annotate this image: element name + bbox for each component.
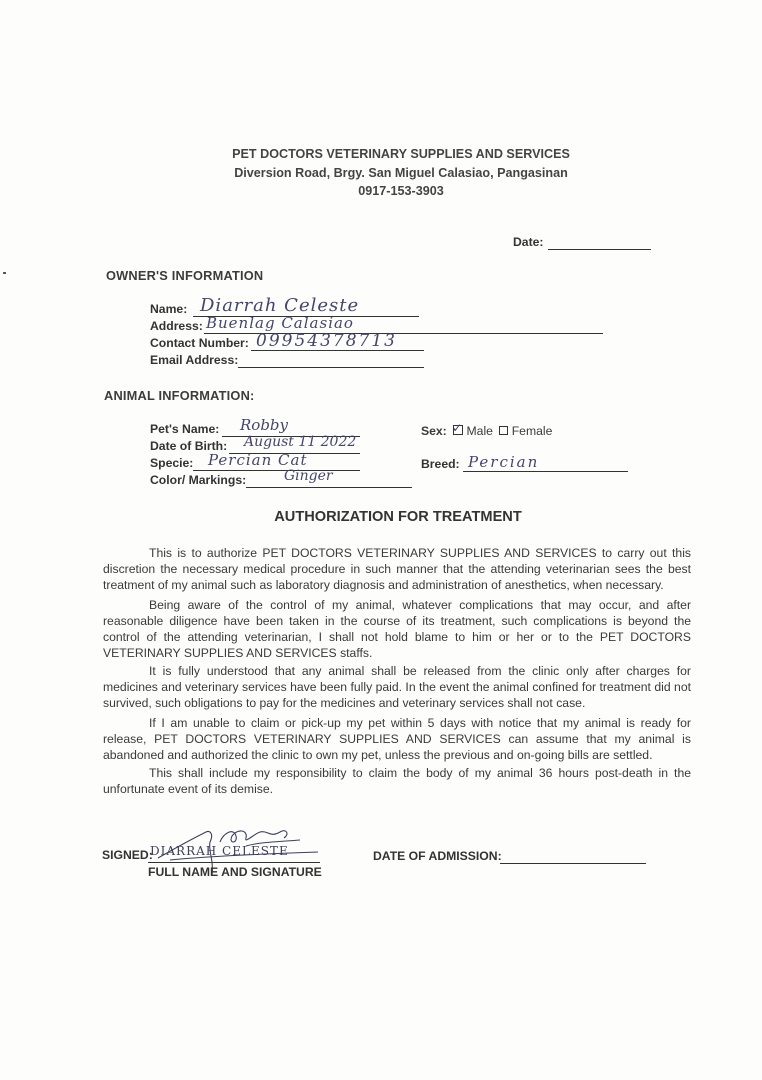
signed-label: SIGNED: [102, 848, 153, 862]
owner-email-label: Email Address: [150, 353, 239, 367]
authorization-title: AUTHORIZATION FOR TREATMENT [274, 509, 522, 525]
company-address: Diversion Road, Brgy. San Miguel Calasiao, Pangasinan [234, 166, 568, 180]
sex-male-label: Male [466, 424, 493, 438]
authorization-paragraph-1: This is to authorize PET DOCTORS VETERINARY SUPPLIES AND SERVICES to carry out this discretion the necessary medical procedure in such manner that the attending veterinarian sees the best treatment of my animal such as laboratory diagnosis and administration of anesthetics, when necessary. [103, 546, 691, 592]
sex-label: Sex: [421, 424, 447, 438]
edge-mark [3, 272, 6, 274]
check-mark-icon: ✓ [452, 421, 463, 435]
specie-line[interactable] [193, 470, 360, 471]
owner-section-title: OWNER'S INFORMATION [106, 268, 264, 283]
specie-value: Percian Cat [208, 451, 308, 469]
owner-email-line[interactable] [238, 367, 424, 368]
owner-name-label: Name: [150, 302, 188, 316]
authorization-paragraph-3: It is fully understood that any animal shall be released from the clinic only after charges for medicines and veterinary services have been fully paid. In the event the animal confined for treatment did not survived, such obligations to pay for the medicines and veterinary services shall not case. [103, 664, 691, 710]
authorization-paragraph-4: If I am unable to claim or pick-up my pet within 5 days with notice that my animal is ready for release, PET DOCTORS VETERINARY SUPPLIES AND SERVICES can assume that my animal is abandoned and authorized the clinic to own my pet, unless the previous and on-going bills are settled. [103, 716, 691, 762]
pet-name-value: Robby [240, 416, 289, 434]
owner-name-value: Diarrah Celeste [200, 295, 360, 316]
color-line[interactable] [246, 487, 412, 488]
company-phone: 0917-153-3903 [358, 184, 444, 198]
owner-contact-label: Contact Number: [150, 336, 249, 350]
company-name: PET DOCTORS VETERINARY SUPPLIES AND SERVICES [232, 147, 570, 161]
animal-section-title: ANIMAL INFORMATION: [104, 388, 255, 403]
pet-name-label: Pet's Name: [150, 422, 220, 436]
authorization-paragraph-5: This shall include my responsibility to claim the body of my animal 36 hours post-death in the unfortunate event of its demise. [103, 766, 691, 796]
dob-label: Date of Birth: [150, 439, 228, 453]
sex-female-checkbox[interactable] [499, 426, 508, 435]
sex-group [421, 421, 553, 438]
breed-label: Breed: [421, 457, 460, 471]
authorization-paragraph-2: Being aware of the control of my animal, whatever complications that may occur, and after reasonable diligence have been taken in the course of its treatment, such complications is beyond the control of the attending veterinarian, I shall not hold blame to him or her or to the PET DOCTORS VETERINARY SUPPLIES AND SERVICES staffs. [103, 598, 691, 660]
sex-female-label: Female [511, 424, 553, 438]
owner-address-value: Buenlag Calasiao [206, 314, 354, 332]
breed-line[interactable] [463, 471, 628, 472]
signed-name: DIARRAH CELESTE [150, 844, 289, 858]
date-field-line[interactable] [548, 249, 651, 250]
sex-male-checkbox[interactable] [452, 421, 463, 435]
owner-contact-value: 09954378713 [256, 331, 397, 351]
breed-value: Percian [468, 453, 540, 471]
date-label: Date: [513, 235, 544, 249]
dob-value: August 11 2022 [244, 434, 357, 450]
date-of-admission-line[interactable] [500, 863, 646, 864]
specie-label: Specie: [150, 456, 194, 470]
signature-line[interactable] [148, 862, 320, 863]
color-value: Ginger [284, 468, 333, 484]
date-of-admission-label: DATE OF ADMISSION: [373, 849, 502, 863]
color-label: Color/ Markings: [150, 473, 247, 487]
signature-caption: FULL NAME AND SIGNATURE [148, 865, 322, 879]
owner-address-label: Address: [150, 319, 203, 333]
